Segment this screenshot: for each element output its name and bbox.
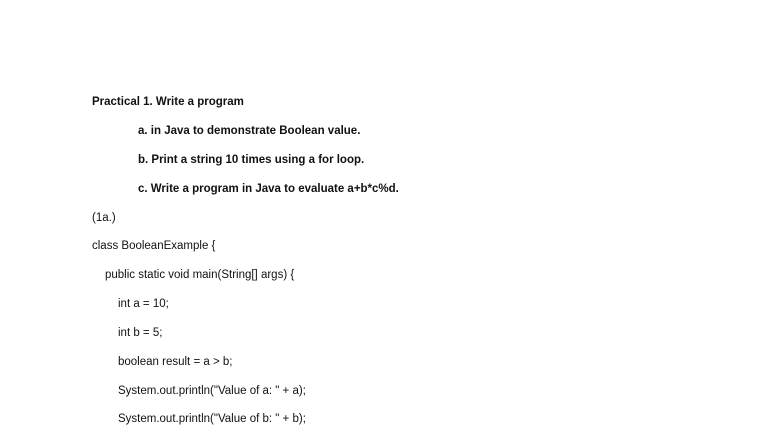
code-line-int-b: int b = 5;	[118, 327, 163, 339]
section-label: (1a.)	[92, 212, 116, 224]
code-line-int-a: int a = 10;	[118, 298, 169, 310]
practical-heading: Practical 1. Write a program	[92, 96, 244, 108]
code-line-boolean-result: boolean result = a > b;	[118, 356, 233, 368]
task-c: c. Write a program in Java to evaluate a+b*c%d.	[138, 183, 399, 195]
code-line-print-a: System.out.println("Value of a: " + a);	[118, 385, 306, 397]
code-line-main-method: public static void main(String[] args) {	[105, 269, 295, 281]
task-b: b. Print a string 10 times using a for loop.	[138, 154, 365, 166]
task-a: a. in Java to demonstrate Boolean value.	[138, 125, 361, 137]
code-line-print-b: System.out.println("Value of b: " + b);	[118, 413, 306, 425]
code-line-class-declaration: class BooleanExample {	[92, 240, 216, 252]
